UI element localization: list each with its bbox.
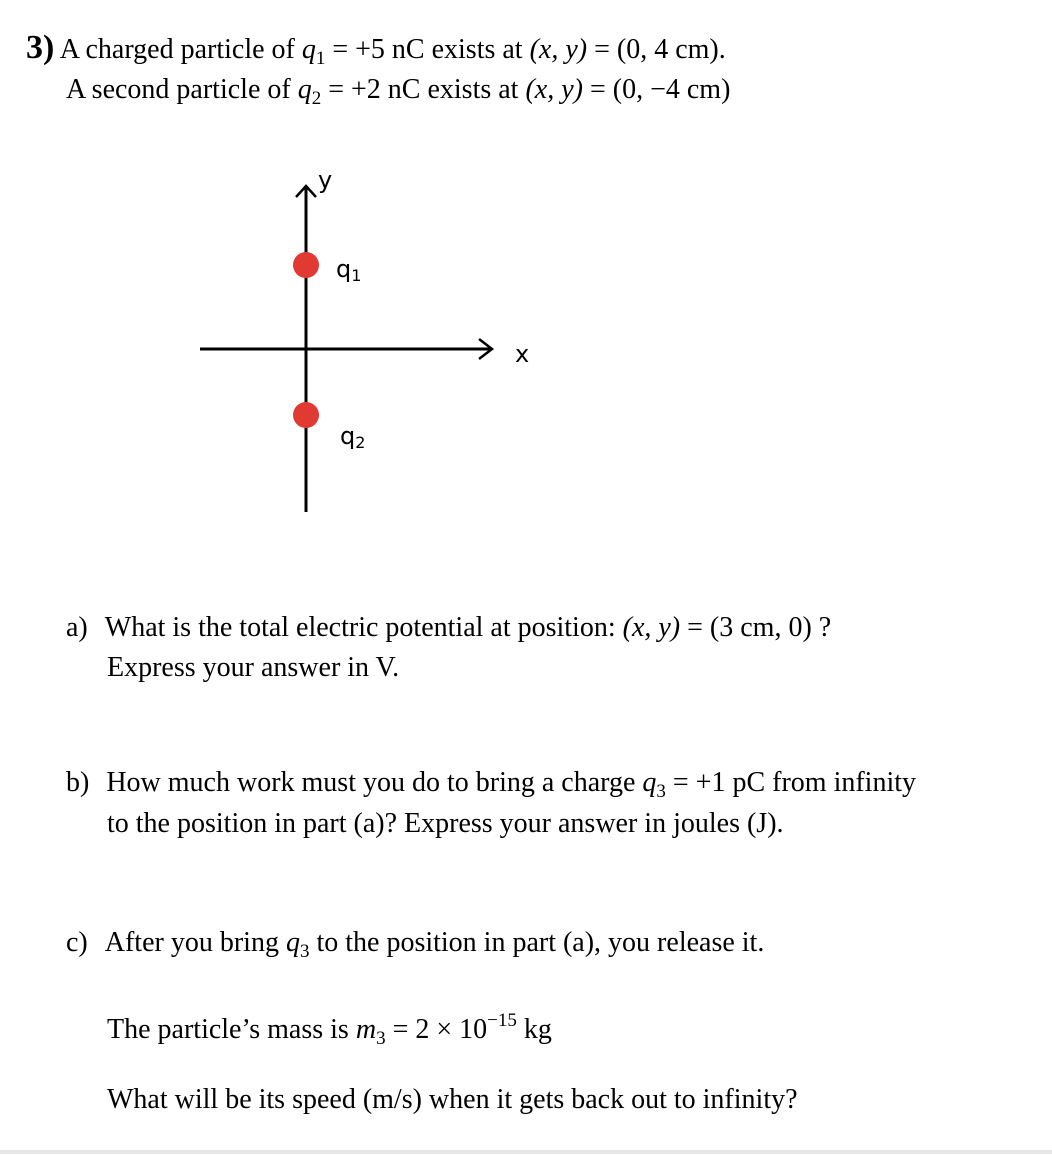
coords: (x, y) [529, 34, 588, 65]
text: = +1 pC from infinity [665, 767, 917, 798]
text: A charged particle of [59, 34, 302, 65]
text: How much work must you do to bring a charge [106, 767, 643, 798]
problem-number: 3) [26, 29, 55, 66]
part-b-letter: b) [66, 767, 90, 798]
text: = +2 nC exists at [321, 74, 526, 105]
part-a-letter: a) [66, 612, 88, 643]
coords: (x, y) [622, 612, 681, 643]
q1-label [336, 255, 361, 285]
part-b-line-1 [66, 766, 916, 809]
part-c-line-1 [66, 926, 764, 969]
part-c-letter: c) [66, 927, 88, 958]
var-q: q [285, 927, 300, 958]
text: = (0, 4 cm). [587, 34, 726, 65]
text: = 2 × 10 [385, 1014, 488, 1045]
q1-sub: 1 [351, 266, 362, 285]
var-q: q [642, 767, 657, 798]
var-q: q [301, 34, 316, 65]
part-a-line-1 [66, 611, 831, 645]
text: to the position in part (a), you release it. [309, 927, 765, 958]
q1-var: q [336, 255, 352, 283]
exponent: −15 [487, 1010, 517, 1031]
text: = (0, −4 cm) [582, 74, 731, 105]
part-c-question: What will be its speed (m/s) when it gets back out to infinity? [107, 1084, 798, 1115]
unit: kg [516, 1014, 552, 1045]
var-m: m [355, 1014, 377, 1045]
charge-q1 [293, 252, 319, 278]
text: What is the total electric potential at position: [104, 612, 623, 643]
q2-var: q [340, 422, 356, 450]
text: The particle’s mass is [107, 1014, 356, 1045]
subscript: 3 [299, 941, 310, 962]
text: After you bring [104, 927, 286, 958]
var-q: q [297, 74, 312, 105]
part-c-mass [107, 1004, 552, 1056]
y-axis-label: y [318, 166, 333, 194]
charge-q2 [293, 402, 319, 428]
q2-label [340, 422, 365, 452]
q2-sub: 2 [355, 433, 366, 452]
part-a-line-2: Express your answer in V. [107, 652, 400, 683]
x-axis-label: x [515, 340, 530, 368]
coords: (x, y) [525, 74, 583, 105]
text: A second particle of [66, 74, 298, 105]
part-b-line-2: to the position in part (a)? Express your answer in joules (J). [107, 808, 784, 839]
subscript: 3 [656, 781, 666, 802]
text: = +5 nC exists at [325, 34, 530, 65]
bottom-divider [0, 1150, 1052, 1154]
subscript: 3 [376, 1028, 386, 1049]
subscript: 2 [311, 88, 322, 109]
text: = (3 cm, 0) ? [680, 612, 832, 643]
subscript: 1 [315, 48, 326, 69]
